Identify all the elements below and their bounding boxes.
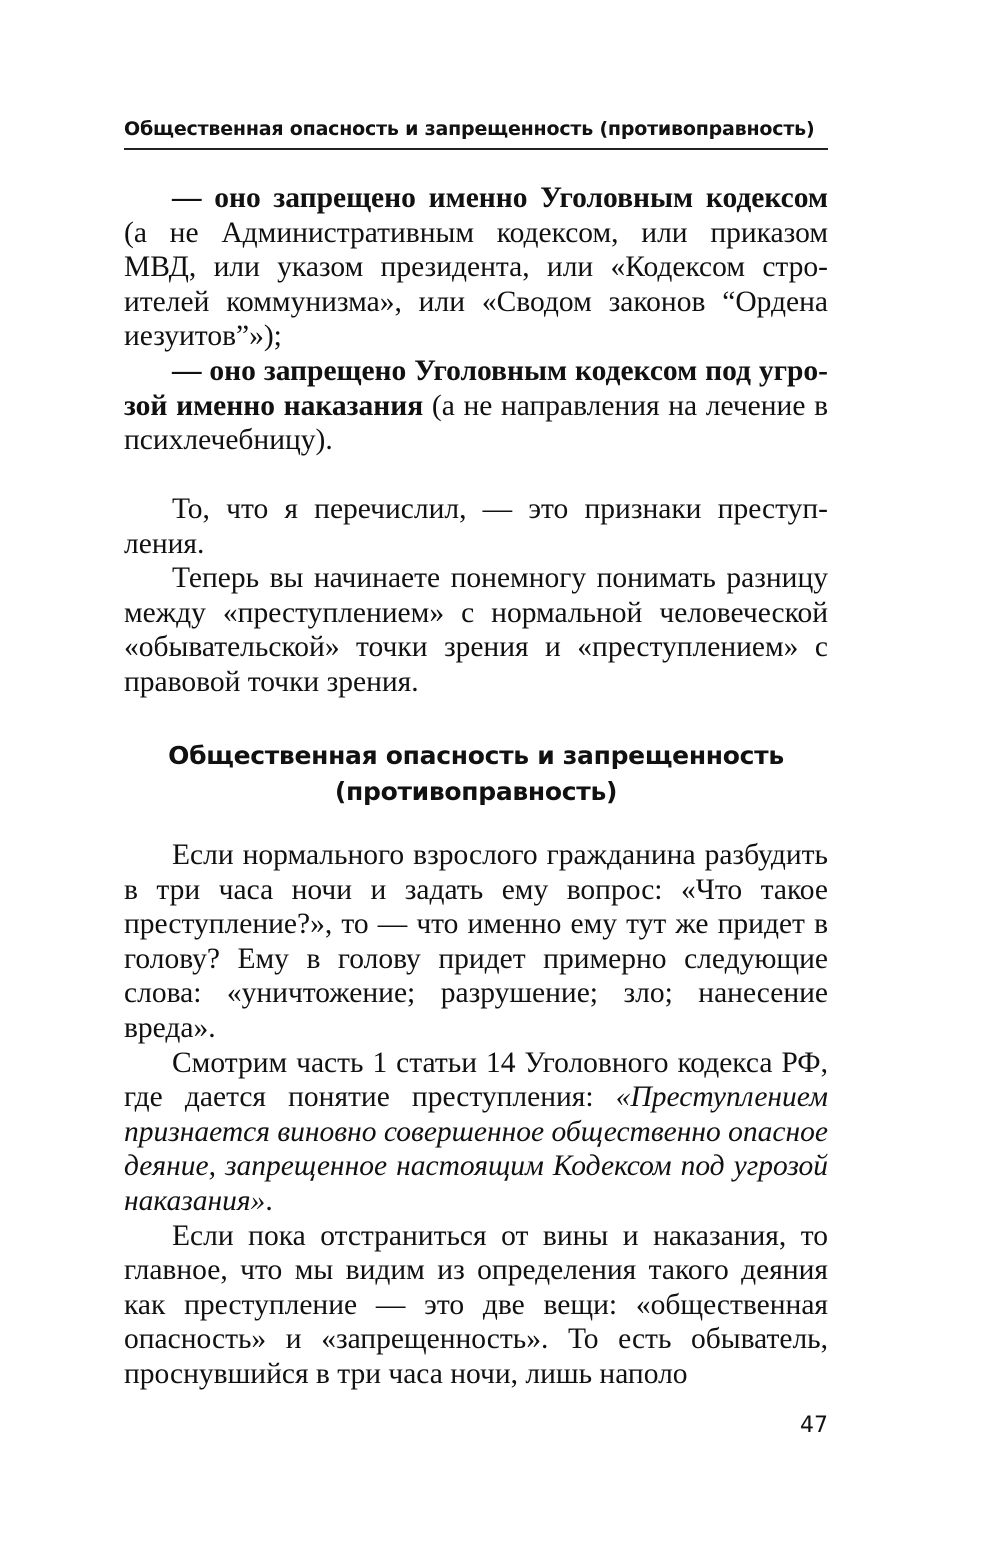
text-block-section [124, 838, 828, 1392]
text-block-summary [124, 492, 828, 700]
section-heading-line: (противоправность) [334, 777, 618, 806]
paragraph: То, что я перечислил, — это признаки преступления. [124, 493, 828, 560]
paragraph [124, 354, 828, 458]
bold-phrase: — оно запрещено Уголовным кодексом под угрозой именно наказания [124, 354, 828, 422]
section-heading [124, 738, 828, 810]
bold-phrase: — оно запрещено именно Уголовным кодексом [172, 182, 828, 214]
running-head: Общественная опасность и запрещенность (противоправность) [124, 118, 828, 150]
section-heading-line: Общественная опасность и запрещенность [168, 741, 784, 770]
paragraph [124, 181, 828, 354]
paragraph: Теперь вы начинаете понемногу понимать разницу между «преступлением» с нормальной человеческой «обывательской» точки зрения и «преступлением» с правовой точки зрения. [124, 562, 828, 698]
paragraph-text: (а не Административным кодексом, или приказом МВД, или указом президента, или «Кодексом строителей коммунизма», или «Сводом законов “Ордена иезуитов”»); [124, 216, 828, 353]
paragraph [124, 1046, 828, 1219]
paragraph-text: . [265, 1184, 273, 1217]
paragraph: Если нормального взрослого гражданина разбудить в три часа ночи и задать ему вопрос: «Что такое преступление?», то — что именно ему тут же придет в голову? Ему в голову придет примерно следующие слова: «уничтожение; разрушение; зло; нанесение вреда». [124, 839, 828, 1044]
text-block-criteria [124, 181, 828, 458]
paragraph-text: (а не направления на лечение в психлечебницу). [124, 389, 828, 457]
paragraph-text: Смотрим часть 1 статьи 14 Уголовного кодекса РФ, где дается понятие преступления: [124, 1046, 828, 1114]
page-number: 47 [800, 1413, 828, 1438]
paragraph: Если пока отстраниться от вины и наказания, то главное, что мы видим из определения такого деяния как преступление — это две вещи: «общественная опасность» и «запрещенность». То есть обыватель, проснувшийся в три часа ночи, лишь наполо [124, 1219, 828, 1390]
italic-quote: «Преступлением признается виновно совершенное общественно опасное деяние, запрещенное настоящим Кодексом под угрозой наказания» [124, 1081, 828, 1217]
